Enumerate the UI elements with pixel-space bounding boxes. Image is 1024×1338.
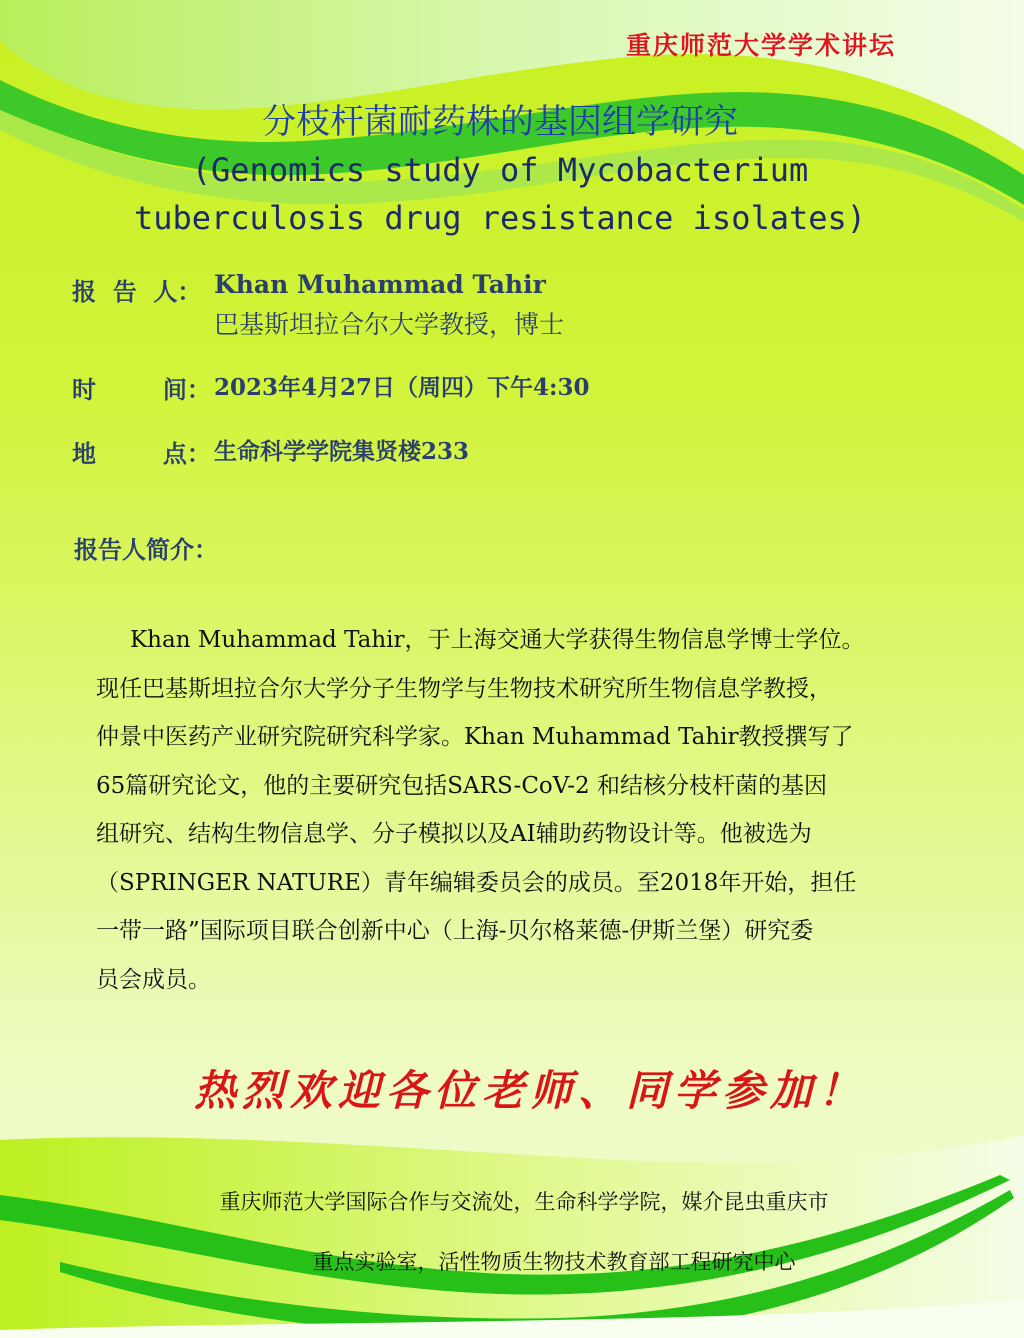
forum-header: 重庆师范大学学术讲坛 <box>626 31 897 60</box>
bio-line: 现任巴基斯坦拉合尔大学分子生物学与生物技术研究所生物信息学教授， <box>96 675 832 702</box>
bio-line: 65篇研究论文，他的主要研究包括SARS-CoV-2 和结核分枝杆菌的基因 <box>96 772 827 799</box>
title-english-line1: (Genomics study of Mycobacterium <box>191 151 809 189</box>
welcome-slogan: 热烈欢迎各位老师、同学参加！ <box>193 1066 866 1115</box>
bio-line: 仲景中医药产业研究院研究科学家。Khan Muhammad Tahir教授撰写了 <box>96 724 854 750</box>
time-label: 时 间： <box>72 376 211 404</box>
title-english-line2: tuberculosis drug resistance isolates) <box>133 199 867 237</box>
speaker-label: 报 告 人： <box>72 278 202 306</box>
lecture-title-chinese: 分枝杆菌耐药株的基因组学研究 <box>262 102 738 142</box>
place-label: 地 点： <box>72 440 211 468</box>
organizer-line1: 重庆师范大学国际合作与交流处，生命科学学院，媒介昆虫重庆市 <box>219 1190 829 1214</box>
bio-line: 员会成员。 <box>96 966 211 993</box>
organizer-line2: 重点实验室，活性物质生物技术教育部工程研究中心 <box>312 1250 796 1274</box>
bio-line: （SPRINGER NATURE）青年编辑委员会的成员。至2018年开始，担任 <box>96 869 857 896</box>
place-value: 生命科学学院集贤楼233 <box>214 438 470 465</box>
bio-line: 一带一路”国际项目联合创新中心（上海-贝尔格莱德-伊斯兰堡）研究委 <box>96 918 814 944</box>
bio-line: 组研究、结构生物信息学、分子模拟以及AI辅助药物设计等。他被选为 <box>96 821 812 847</box>
time-value: 2023年4月27日（周四）下午4:30 <box>214 374 590 401</box>
lecture-title-english <box>0 146 1000 242</box>
speaker-name: Khan Muhammad Tahir <box>214 270 546 299</box>
bio-paragraph <box>96 620 956 1008</box>
bio-line: Khan Muhammad Tahir，于上海交通大学获得生物信息学博士学位。 <box>130 627 865 653</box>
bio-heading: 报告人简介： <box>74 536 218 564</box>
speaker-affiliation: 巴基斯坦拉合尔大学教授，博士 <box>214 310 565 339</box>
